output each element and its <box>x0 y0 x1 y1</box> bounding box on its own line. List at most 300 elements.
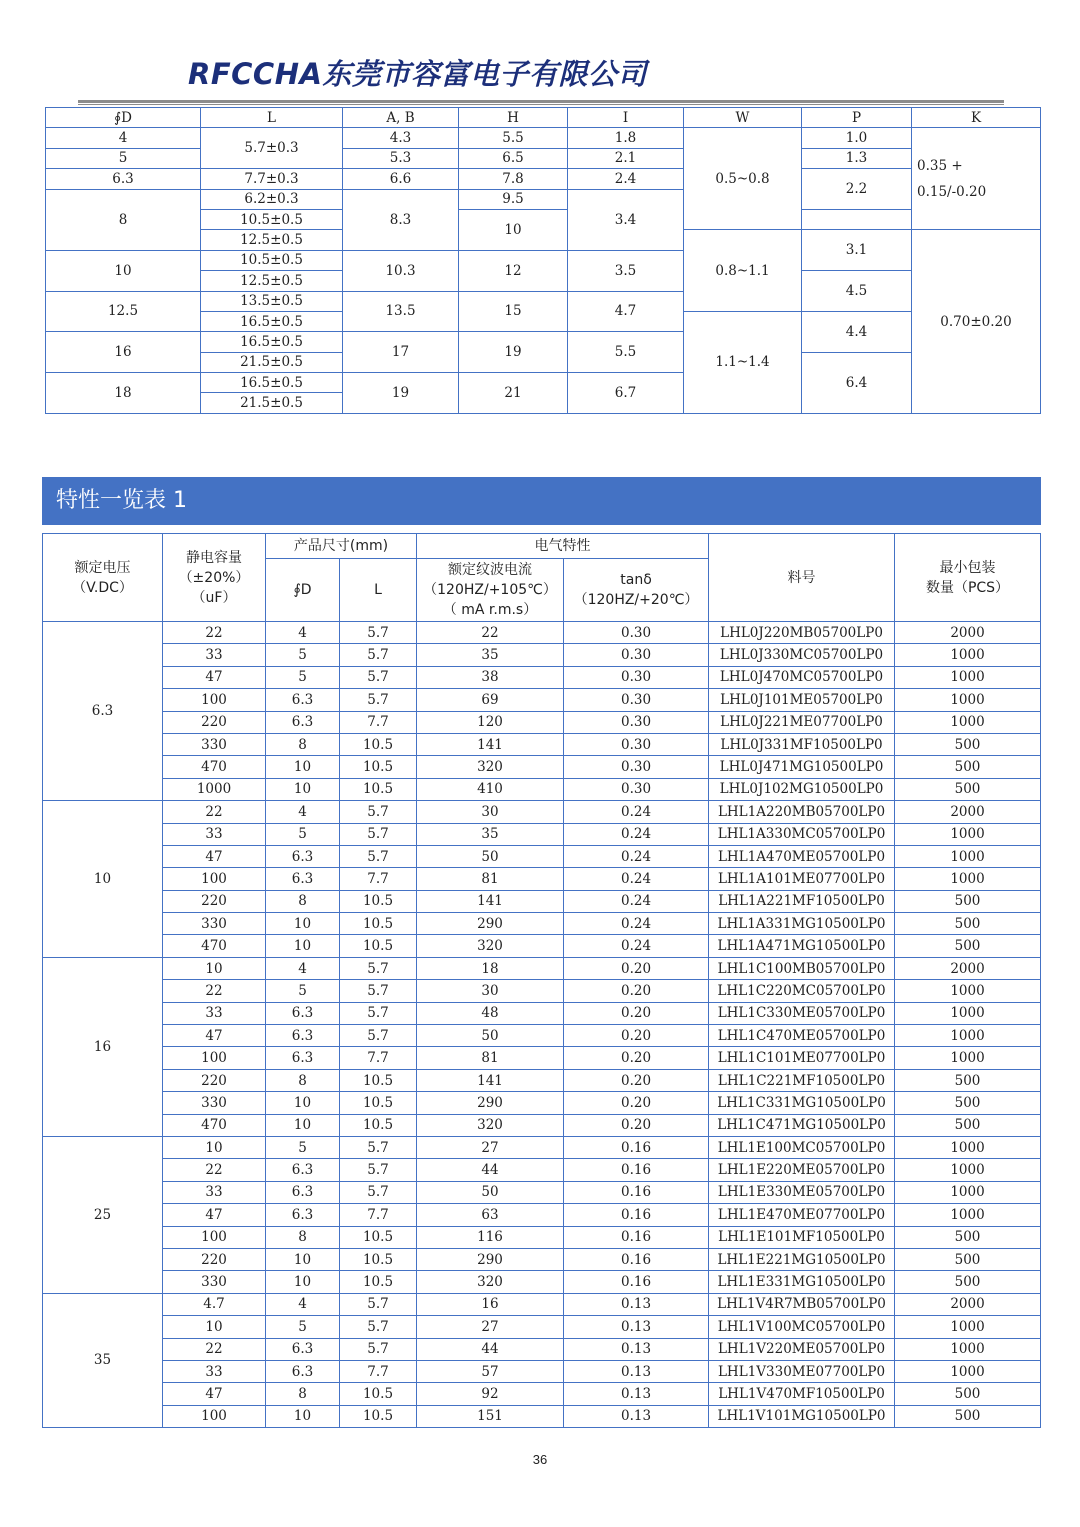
diameter-cell: 6.3 <box>266 868 340 890</box>
part-number-cell: LHL0J330MC05700LP0 <box>709 644 895 666</box>
ab-cell: 8.3 <box>343 189 459 250</box>
diameter-cell: 4 <box>266 801 340 823</box>
package-qty-cell: 500 <box>895 1092 1041 1114</box>
tan-delta-cell: 0.20 <box>564 980 709 1002</box>
capacitance-cell: 33 <box>163 1360 266 1382</box>
ab-cell: 4.3 <box>343 128 459 148</box>
package-qty-cell: 500 <box>895 935 1041 957</box>
k-cell-line: 0.35 + <box>917 157 963 174</box>
length-cell: 10.5 <box>340 1069 417 1091</box>
l-cell: 16.5±0.5 <box>201 332 343 352</box>
part-number-cell: LHL0J331MF10500LP0 <box>709 733 895 755</box>
diameter-cell: 10 <box>266 1114 340 1136</box>
tan-delta-cell: 0.20 <box>564 1002 709 1024</box>
table-row <box>43 666 1041 688</box>
header-capacitance <box>163 534 266 622</box>
table-row <box>43 980 1041 1002</box>
part-number-cell: LHL0J470MC05700LP0 <box>709 666 895 688</box>
table-row <box>43 868 1041 890</box>
diameter-cell: 10 <box>266 1271 340 1293</box>
header-size: 产品尺寸(mm) <box>266 534 417 559</box>
package-qty-cell: 2000 <box>895 622 1041 644</box>
length-cell: 7.7 <box>340 711 417 733</box>
package-qty-cell: 1000 <box>895 1047 1041 1069</box>
package-qty-cell: 1000 <box>895 1136 1041 1158</box>
package-qty-cell: 2000 <box>895 801 1041 823</box>
voltage-group-cell: 25 <box>43 1136 163 1293</box>
length-cell: 7.7 <box>340 1047 417 1069</box>
diameter-cell: 8 <box>266 1226 340 1248</box>
ripple-cell: 50 <box>417 845 564 867</box>
ripple-cell: 35 <box>417 823 564 845</box>
package-qty-cell: 1000 <box>895 845 1041 867</box>
capacitance-cell: 47 <box>163 1025 266 1047</box>
ripple-cell: 290 <box>417 1248 564 1270</box>
length-cell: 5.7 <box>340 644 417 666</box>
capacitance-cell: 22 <box>163 801 266 823</box>
tan-delta-cell: 0.24 <box>564 845 709 867</box>
l-cell: 10.5±0.5 <box>201 209 343 229</box>
section-title: 特性一览表 1 <box>42 477 1041 525</box>
length-cell: 10.5 <box>340 1383 417 1405</box>
part-number-cell: LHL1E470ME07700LP0 <box>709 1204 895 1226</box>
tan-delta-cell: 0.24 <box>564 868 709 890</box>
table-header-row <box>46 108 1041 128</box>
part-number-cell: LHL1V220ME05700LP0 <box>709 1338 895 1360</box>
capacitance-cell: 100 <box>163 1047 266 1069</box>
table-row <box>43 1069 1041 1091</box>
package-qty-cell: 500 <box>895 890 1041 912</box>
diameter-cell: 6.3 <box>266 1338 340 1360</box>
capacitance-cell: 220 <box>163 1069 266 1091</box>
h-cell: 21 <box>459 373 568 414</box>
table-row <box>43 644 1041 666</box>
part-number-cell: LHL0J471MG10500LP0 <box>709 756 895 778</box>
table-row <box>46 148 1041 168</box>
length-cell: 10.5 <box>340 1248 417 1270</box>
ripple-cell: 30 <box>417 801 564 823</box>
part-number-cell: LHL1C220MC05700LP0 <box>709 980 895 1002</box>
diameter-cell: 4 <box>266 622 340 644</box>
capacitance-cell: 1000 <box>163 778 266 800</box>
table-row <box>43 890 1041 912</box>
voltage-group-cell: 35 <box>43 1293 163 1427</box>
page-number: 36 <box>532 1452 548 1467</box>
w-cell: 0.8~1.1 <box>684 230 802 312</box>
header-line: 最小包装 <box>939 559 996 576</box>
part-number-cell: LHL1E100MC05700LP0 <box>709 1136 895 1158</box>
tan-delta-cell: 0.30 <box>564 778 709 800</box>
header-line: （uF） <box>191 589 237 606</box>
package-qty-cell: 500 <box>895 1114 1041 1136</box>
tan-delta-cell: 0.24 <box>564 801 709 823</box>
capacitance-cell: 22 <box>163 1338 266 1360</box>
capacitance-cell: 470 <box>163 756 266 778</box>
part-number-cell: LHL1V100MC05700LP0 <box>709 1316 895 1338</box>
l-cell: 12.5±0.5 <box>201 271 343 291</box>
tan-delta-cell: 0.16 <box>564 1271 709 1293</box>
part-number-cell: LHL1V470MF10500LP0 <box>709 1383 895 1405</box>
ripple-cell: 120 <box>417 711 564 733</box>
diameter-cell: 6.3 <box>266 1360 340 1382</box>
part-number-cell: LHL1E330ME05700LP0 <box>709 1181 895 1203</box>
header-size-d: ∮D <box>266 559 340 622</box>
col-header-d: ∮D <box>46 108 201 128</box>
d-cell: 6.3 <box>46 169 201 189</box>
diameter-cell: 8 <box>266 890 340 912</box>
header-line: tanδ <box>620 572 652 588</box>
package-qty-cell: 1000 <box>895 666 1041 688</box>
length-cell: 10.5 <box>340 935 417 957</box>
ripple-cell: 22 <box>417 622 564 644</box>
l-cell: 10.5±0.5 <box>201 250 343 270</box>
package-qty-cell: 500 <box>895 756 1041 778</box>
part-number-cell: LHL1E101MF10500LP0 <box>709 1226 895 1248</box>
part-number-cell: LHL1E221MG10500LP0 <box>709 1248 895 1270</box>
p-cell: 4.5 <box>802 271 912 312</box>
diameter-cell: 5 <box>266 823 340 845</box>
table-row <box>43 1025 1041 1047</box>
p-cell: 1.3 <box>802 148 912 168</box>
length-cell: 5.7 <box>340 622 417 644</box>
tan-delta-cell: 0.20 <box>564 1047 709 1069</box>
length-cell: 5.7 <box>340 1338 417 1360</box>
i-cell: 3.5 <box>568 250 684 291</box>
header-line: （120HZ/+20℃） <box>573 592 699 608</box>
package-qty-cell: 500 <box>895 778 1041 800</box>
diameter-cell: 4 <box>266 1293 340 1315</box>
tan-delta-cell: 0.16 <box>564 1204 709 1226</box>
tan-delta-cell: 0.16 <box>564 1159 709 1181</box>
table-row <box>43 1316 1041 1338</box>
tan-delta-cell: 0.20 <box>564 1025 709 1047</box>
ripple-cell: 81 <box>417 1047 564 1069</box>
diameter-cell: 6.3 <box>266 845 340 867</box>
p-cell: 1.0 <box>802 128 912 148</box>
tan-delta-cell: 0.13 <box>564 1338 709 1360</box>
package-qty-cell: 2000 <box>895 1293 1041 1315</box>
ab-cell: 6.6 <box>343 169 459 189</box>
ripple-cell: 320 <box>417 1114 564 1136</box>
diameter-cell: 6.3 <box>266 689 340 711</box>
h-cell: 6.5 <box>459 148 568 168</box>
ripple-cell: 69 <box>417 689 564 711</box>
length-cell: 5.7 <box>340 1293 417 1315</box>
table-row <box>43 1204 1041 1226</box>
package-qty-cell: 1000 <box>895 1338 1041 1360</box>
diameter-cell: 5 <box>266 980 340 1002</box>
capacitance-cell: 470 <box>163 935 266 957</box>
part-number-cell: LHL1C101ME07700LP0 <box>709 1047 895 1069</box>
header-part-number: 料号 <box>709 534 895 622</box>
header-tan-delta <box>564 559 709 622</box>
diameter-cell: 10 <box>266 913 340 935</box>
ab-cell: 17 <box>343 332 459 373</box>
capacitance-cell: 22 <box>163 980 266 1002</box>
ripple-cell: 44 <box>417 1159 564 1181</box>
package-qty-cell: 1000 <box>895 689 1041 711</box>
tan-delta-cell: 0.30 <box>564 689 709 711</box>
part-number-cell: LHL1V101MG10500LP0 <box>709 1405 895 1427</box>
col-header-i: I <box>568 108 684 128</box>
ab-cell: 5.3 <box>343 148 459 168</box>
capacitance-cell: 330 <box>163 1271 266 1293</box>
header-line: 额定纹波电流 <box>448 562 533 578</box>
diameter-cell: 5 <box>266 666 340 688</box>
package-qty-cell: 1000 <box>895 1316 1041 1338</box>
tan-delta-cell: 0.16 <box>564 1181 709 1203</box>
capacitance-cell: 470 <box>163 1114 266 1136</box>
part-number-cell: LHL1C221MF10500LP0 <box>709 1069 895 1091</box>
table-row <box>43 1092 1041 1114</box>
d-cell: 12.5 <box>46 291 201 332</box>
capacitance-cell: 33 <box>163 1002 266 1024</box>
header-electrical: 电气特性 <box>417 534 709 559</box>
i-cell: 4.7 <box>568 291 684 332</box>
diameter-cell: 4 <box>266 957 340 979</box>
ripple-cell: 320 <box>417 1271 564 1293</box>
p-cell: 2.2 <box>802 169 912 210</box>
header-line: （ mA r.m.s） <box>442 602 538 618</box>
table-row <box>43 1360 1041 1382</box>
part-number-cell: LHL1A470ME05700LP0 <box>709 845 895 867</box>
capacitance-cell: 47 <box>163 1383 266 1405</box>
ripple-cell: 30 <box>417 980 564 1002</box>
part-number-cell: LHL0J101ME05700LP0 <box>709 689 895 711</box>
diameter-cell: 10 <box>266 935 340 957</box>
voltage-group-cell: 16 <box>43 957 163 1136</box>
ripple-cell: 141 <box>417 890 564 912</box>
part-number-cell: LHL1C470ME05700LP0 <box>709 1025 895 1047</box>
tan-delta-cell: 0.30 <box>564 666 709 688</box>
capacitance-cell: 220 <box>163 1248 266 1270</box>
h-cell: 10 <box>459 209 568 250</box>
tan-delta-cell: 0.13 <box>564 1316 709 1338</box>
table-row <box>43 689 1041 711</box>
dimension-table <box>45 107 1041 414</box>
diameter-cell: 5 <box>266 1316 340 1338</box>
tan-delta-cell: 0.24 <box>564 913 709 935</box>
tan-delta-cell: 0.16 <box>564 1136 709 1158</box>
tan-delta-cell: 0.20 <box>564 957 709 979</box>
capacitance-cell: 22 <box>163 622 266 644</box>
ripple-cell: 92 <box>417 1383 564 1405</box>
part-number-cell: LHL0J221ME07700LP0 <box>709 711 895 733</box>
package-qty-cell: 500 <box>895 733 1041 755</box>
length-cell: 5.7 <box>340 980 417 1002</box>
package-qty-cell: 500 <box>895 1226 1041 1248</box>
ripple-cell: 290 <box>417 1092 564 1114</box>
d-cell: 16 <box>46 332 201 373</box>
table-row <box>43 756 1041 778</box>
ab-cell: 10.3 <box>343 250 459 291</box>
tan-delta-cell: 0.13 <box>564 1293 709 1315</box>
package-qty-cell: 1000 <box>895 644 1041 666</box>
length-cell: 5.7 <box>340 1316 417 1338</box>
length-cell: 10.5 <box>340 1092 417 1114</box>
capacitance-cell: 220 <box>163 890 266 912</box>
table-row <box>43 1047 1041 1069</box>
l-cell: 7.7±0.3 <box>201 169 343 189</box>
length-cell: 10.5 <box>340 733 417 755</box>
i-cell: 6.7 <box>568 373 684 414</box>
col-header-h: H <box>459 108 568 128</box>
l-cell: 12.5±0.5 <box>201 230 343 250</box>
d-cell: 18 <box>46 373 201 414</box>
length-cell: 10.5 <box>340 1114 417 1136</box>
w-cell: 1.1~1.4 <box>684 311 802 413</box>
capacitance-cell: 10 <box>163 1136 266 1158</box>
ripple-cell: 27 <box>417 1316 564 1338</box>
ripple-cell: 320 <box>417 935 564 957</box>
package-qty-cell: 1000 <box>895 1159 1041 1181</box>
header-ripple-current <box>417 559 564 622</box>
part-number-cell: LHL1E331MG10500LP0 <box>709 1271 895 1293</box>
capacitance-cell: 330 <box>163 913 266 935</box>
table-row <box>43 1405 1041 1427</box>
package-qty-cell: 1000 <box>895 711 1041 733</box>
capacitance-cell: 47 <box>163 666 266 688</box>
h-cell: 9.5 <box>459 189 568 209</box>
diameter-cell: 10 <box>266 1092 340 1114</box>
tan-delta-cell: 0.24 <box>564 890 709 912</box>
characteristics-body <box>43 622 1041 1428</box>
header-line: 静电容量 <box>186 549 242 566</box>
part-number-cell: LHL1V330ME07700LP0 <box>709 1360 895 1382</box>
capacitance-cell: 47 <box>163 1204 266 1226</box>
length-cell: 5.7 <box>340 1002 417 1024</box>
tan-delta-cell: 0.13 <box>564 1360 709 1382</box>
diameter-cell: 6.3 <box>266 1204 340 1226</box>
diameter-cell: 6.3 <box>266 1002 340 1024</box>
header-line: 数量（PCS） <box>925 579 1010 596</box>
tan-delta-cell: 0.30 <box>564 644 709 666</box>
package-qty-cell: 500 <box>895 1248 1041 1270</box>
diameter-cell: 8 <box>266 1069 340 1091</box>
tan-delta-cell: 0.24 <box>564 935 709 957</box>
k-cell: 0.70±0.20 <box>912 230 1041 414</box>
tan-delta-cell: 0.24 <box>564 823 709 845</box>
tan-delta-cell: 0.30 <box>564 756 709 778</box>
capacitance-cell: 100 <box>163 689 266 711</box>
brand-title: RFCCHA东莞市容富电子有限公司 <box>188 57 647 91</box>
part-number-cell: LHL1A220MB05700LP0 <box>709 801 895 823</box>
col-header-ab: A, B <box>343 108 459 128</box>
col-header-l: L <box>201 108 343 128</box>
table-row <box>43 957 1041 979</box>
l-cell: 6.2±0.3 <box>201 189 343 209</box>
capacitance-cell: 33 <box>163 1181 266 1203</box>
package-qty-cell: 1000 <box>895 1360 1041 1382</box>
table-row <box>43 935 1041 957</box>
p-cell: 6.4 <box>802 352 912 413</box>
header-line: （±20%） <box>178 569 250 586</box>
length-cell: 7.7 <box>340 1204 417 1226</box>
ripple-cell: 116 <box>417 1226 564 1248</box>
tan-delta-cell: 0.13 <box>564 1405 709 1427</box>
h-cell: 15 <box>459 291 568 332</box>
tan-delta-cell: 0.20 <box>564 1092 709 1114</box>
tan-delta-cell: 0.13 <box>564 1383 709 1405</box>
i-cell: 3.4 <box>568 189 684 250</box>
voltage-group-cell: 10 <box>43 801 163 958</box>
diameter-cell: 5 <box>266 644 340 666</box>
table-row <box>43 1114 1041 1136</box>
diameter-cell: 6.3 <box>266 1159 340 1181</box>
header-min-package <box>895 534 1041 622</box>
package-qty-cell: 500 <box>895 1271 1041 1293</box>
part-number-cell: LHL0J102MG10500LP0 <box>709 778 895 800</box>
length-cell: 7.7 <box>340 868 417 890</box>
ripple-cell: 151 <box>417 1405 564 1427</box>
length-cell: 5.7 <box>340 801 417 823</box>
part-number-cell: LHL1A331MG10500LP0 <box>709 913 895 935</box>
table-row <box>43 1136 1041 1158</box>
tan-delta-cell: 0.30 <box>564 733 709 755</box>
tan-delta-cell: 0.16 <box>564 1226 709 1248</box>
tan-delta-cell: 0.16 <box>564 1248 709 1270</box>
package-qty-cell: 1000 <box>895 1204 1041 1226</box>
d-cell: 8 <box>46 189 201 250</box>
part-number-cell: LHL1A221MF10500LP0 <box>709 890 895 912</box>
table-row <box>43 733 1041 755</box>
ab-cell: 19 <box>343 373 459 414</box>
package-qty-cell: 2000 <box>895 957 1041 979</box>
table-row <box>43 711 1041 733</box>
ripple-cell: 81 <box>417 868 564 890</box>
l-cell: 13.5±0.5 <box>201 291 343 311</box>
diameter-cell: 10 <box>266 1248 340 1270</box>
capacitance-cell: 220 <box>163 711 266 733</box>
d-cell: 10 <box>46 250 201 291</box>
ab-cell: 13.5 <box>343 291 459 332</box>
l-cell: 16.5±0.5 <box>201 373 343 393</box>
d-cell: 4 <box>46 128 201 148</box>
ripple-cell: 18 <box>417 957 564 979</box>
k-cell-line: 0.15/-0.20 <box>917 183 987 200</box>
length-cell: 5.7 <box>340 1159 417 1181</box>
capacitance-cell: 100 <box>163 1226 266 1248</box>
table-row <box>43 1338 1041 1360</box>
part-number-cell: LHL1A330MC05700LP0 <box>709 823 895 845</box>
voltage-group-cell: 6.3 <box>43 622 163 801</box>
w-cell: 0.5~0.8 <box>684 128 802 230</box>
ripple-cell: 141 <box>417 733 564 755</box>
d-cell: 5 <box>46 148 201 168</box>
package-qty-cell: 1000 <box>895 1025 1041 1047</box>
length-cell: 5.7 <box>340 1025 417 1047</box>
table-row <box>43 1248 1041 1270</box>
length-cell: 10.5 <box>340 1226 417 1248</box>
diameter-cell: 10 <box>266 756 340 778</box>
i-cell: 1.8 <box>568 128 684 148</box>
package-qty-cell: 500 <box>895 1383 1041 1405</box>
diameter-cell: 6.3 <box>266 1181 340 1203</box>
ripple-cell: 27 <box>417 1136 564 1158</box>
package-qty-cell: 1000 <box>895 1002 1041 1024</box>
package-qty-cell: 1000 <box>895 868 1041 890</box>
capacitance-cell: 33 <box>163 644 266 666</box>
length-cell: 10.5 <box>340 1271 417 1293</box>
capacitance-cell: 33 <box>163 823 266 845</box>
tan-delta-cell: 0.30 <box>564 622 709 644</box>
part-number-cell: LHL1V4R7MB05700LP0 <box>709 1293 895 1315</box>
h-cell: 12 <box>459 250 568 291</box>
part-number-cell: LHL1C331MG10500LP0 <box>709 1092 895 1114</box>
part-number-cell: LHL1C471MG10500LP0 <box>709 1114 895 1136</box>
i-cell: 5.5 <box>568 332 684 373</box>
l-cell: 21.5±0.5 <box>201 393 343 413</box>
